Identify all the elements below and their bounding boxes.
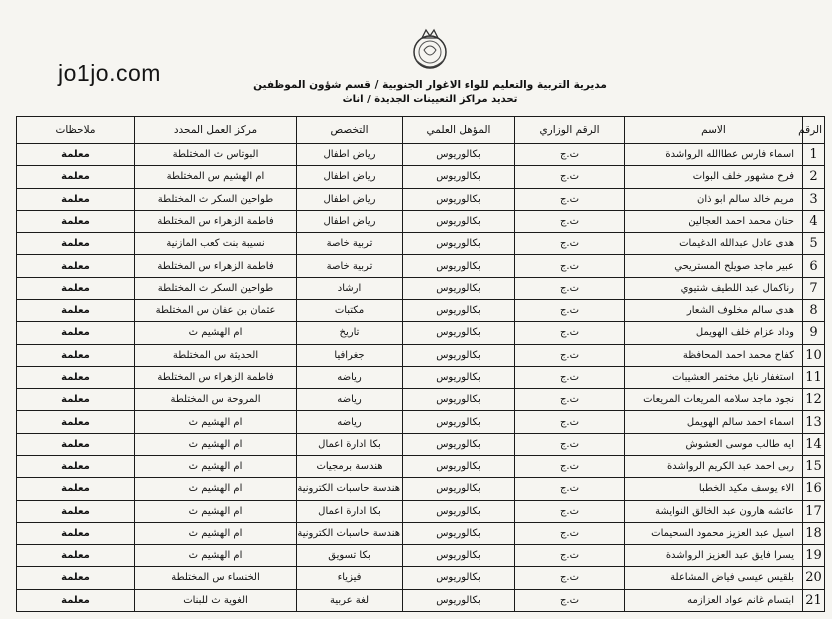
row-specialty: هندسة برمجيات bbox=[297, 455, 403, 477]
row-number: 19 bbox=[803, 545, 825, 567]
table-row bbox=[17, 589, 825, 611]
row-workplace: فاطمة الزهراء س المختلطة bbox=[135, 255, 297, 277]
row-qualification: بكالوريوس bbox=[403, 455, 515, 477]
row-specialty: لغة عربية bbox=[297, 589, 403, 611]
row-workplace: طواحين السكر ث المختلطة bbox=[135, 188, 297, 210]
table-row bbox=[17, 411, 825, 433]
row-notes: معلمة bbox=[17, 344, 135, 366]
row-qualification: بكالوريوس bbox=[403, 589, 515, 611]
table-row bbox=[17, 144, 825, 166]
row-name: وداد عزام خلف الهويمل bbox=[625, 322, 803, 344]
row-number: 5 bbox=[803, 233, 825, 255]
row-specialty: بكا ادارة اعمال bbox=[297, 433, 403, 455]
row-number: 14 bbox=[803, 433, 825, 455]
row-qualification: بكالوريوس bbox=[403, 255, 515, 277]
table-row bbox=[17, 299, 825, 321]
row-number: 4 bbox=[803, 210, 825, 232]
row-number: 9 bbox=[803, 322, 825, 344]
row-qualification: بكالوريوس bbox=[403, 389, 515, 411]
row-workplace: عثمان بن عفان س المختلطة bbox=[135, 299, 297, 321]
row-notes: معلمة bbox=[17, 366, 135, 388]
row-notes: معلمة bbox=[17, 322, 135, 344]
row-name: فرح مشهور خلف البوات bbox=[625, 166, 803, 188]
row-specialty: رياض اطفال bbox=[297, 210, 403, 232]
row-ministry-number: ت.ج bbox=[515, 322, 625, 344]
row-qualification: بكالوريوس bbox=[403, 277, 515, 299]
row-name: رناكمال عبد اللطيف شتيوي bbox=[625, 277, 803, 299]
row-specialty: رياضه bbox=[297, 366, 403, 388]
row-ministry-number: ت.ج bbox=[515, 567, 625, 589]
row-specialty: ارشاد bbox=[297, 277, 403, 299]
row-notes: معلمة bbox=[17, 144, 135, 166]
row-ministry-number: ت.ج bbox=[515, 144, 625, 166]
row-notes: معلمة bbox=[17, 589, 135, 611]
row-workplace: ام الهشيم ث bbox=[135, 478, 297, 500]
header-num: الرقم bbox=[803, 117, 825, 144]
row-name: بلقيس عيسى فياض المشاعلة bbox=[625, 567, 803, 589]
table-row bbox=[17, 255, 825, 277]
row-qualification: بكالوريوس bbox=[403, 500, 515, 522]
row-ministry-number: ت.ج bbox=[515, 188, 625, 210]
appointments-table bbox=[16, 116, 825, 612]
row-specialty: رياض اطفال bbox=[297, 144, 403, 166]
row-specialty: تربية خاصة bbox=[297, 255, 403, 277]
row-specialty: رياضه bbox=[297, 389, 403, 411]
row-ministry-number: ت.ج bbox=[515, 545, 625, 567]
row-ministry-number: ت.ج bbox=[515, 589, 625, 611]
row-name: كفاح محمد احمد المحافظة bbox=[625, 344, 803, 366]
table-row bbox=[17, 366, 825, 388]
heading-directorate: مديرية التربية والتعليم للواء الاغوار الجنوبية / قسم شؤون الموظفين bbox=[253, 79, 607, 91]
row-qualification: بكالوريوس bbox=[403, 545, 515, 567]
row-specialty: هندسة حاسبات الكترونية bbox=[297, 522, 403, 544]
row-notes: معلمة bbox=[17, 188, 135, 210]
row-workplace: الغوية ث للبنات bbox=[135, 589, 297, 611]
row-specialty: بكا ادارة اعمال bbox=[297, 500, 403, 522]
row-number: 21 bbox=[803, 589, 825, 611]
row-notes: معلمة bbox=[17, 545, 135, 567]
heading-subtitle: تحديد مراكز التعيينات الجديدة / اناث bbox=[342, 94, 518, 105]
header-ministry-number: الرقم الوزاري bbox=[515, 117, 625, 144]
row-name: اسماء فارس عطاالله الرواشدة bbox=[625, 144, 803, 166]
table-row bbox=[17, 166, 825, 188]
row-number: 6 bbox=[803, 255, 825, 277]
row-qualification: بكالوريوس bbox=[403, 322, 515, 344]
row-specialty: فيزياء bbox=[297, 567, 403, 589]
row-workplace: البوتاس ث المختلطة bbox=[135, 144, 297, 166]
row-name: يسرا فايق عبد العزيز الرواشدة bbox=[625, 545, 803, 567]
row-ministry-number: ت.ج bbox=[515, 433, 625, 455]
row-ministry-number: ت.ج bbox=[515, 210, 625, 232]
row-name: اسيل عبد العزيز محمود السحيمات bbox=[625, 522, 803, 544]
row-number: 13 bbox=[803, 411, 825, 433]
row-notes: معلمة bbox=[17, 255, 135, 277]
header-notes: ملاحظات bbox=[17, 117, 135, 144]
row-workplace: ام الهشيم س المختلطة bbox=[135, 166, 297, 188]
row-notes: معلمة bbox=[17, 299, 135, 321]
row-notes: معلمة bbox=[17, 478, 135, 500]
row-number: 2 bbox=[803, 166, 825, 188]
row-number: 18 bbox=[803, 522, 825, 544]
row-workplace: ام الهشيم ث bbox=[135, 455, 297, 477]
row-name: عائشه هارون عبد الخالق النوايشة bbox=[625, 500, 803, 522]
coat-of-arms-emblem bbox=[404, 24, 456, 76]
row-notes: معلمة bbox=[17, 166, 135, 188]
row-qualification: بكالوريوس bbox=[403, 433, 515, 455]
row-workplace: الحديثة س المختلطة bbox=[135, 344, 297, 366]
row-name: ايه طالب موسى العشوش bbox=[625, 433, 803, 455]
row-name: الاء يوسف مكيد الخطبا bbox=[625, 478, 803, 500]
row-workplace: ام الهشيم ث bbox=[135, 545, 297, 567]
row-ministry-number: ت.ج bbox=[515, 522, 625, 544]
row-ministry-number: ت.ج bbox=[515, 344, 625, 366]
row-number: 7 bbox=[803, 277, 825, 299]
row-number: 1 bbox=[803, 144, 825, 166]
row-workplace: طواحين السكر ث المختلطة bbox=[135, 277, 297, 299]
row-qualification: بكالوريوس bbox=[403, 478, 515, 500]
header-workplace: مركز العمل المحدد bbox=[135, 117, 297, 144]
row-number: 11 bbox=[803, 366, 825, 388]
row-notes: معلمة bbox=[17, 233, 135, 255]
row-qualification: بكالوريوس bbox=[403, 299, 515, 321]
table-row bbox=[17, 233, 825, 255]
row-qualification: بكالوريوس bbox=[403, 188, 515, 210]
row-workplace: ام الهشيم ث bbox=[135, 433, 297, 455]
row-specialty: تربية خاصة bbox=[297, 233, 403, 255]
site-watermark: jo1jo.com bbox=[58, 60, 161, 86]
row-ministry-number: ت.ج bbox=[515, 366, 625, 388]
row-workplace: الخنساء س المختلطة bbox=[135, 567, 297, 589]
row-qualification: بكالوريوس bbox=[403, 144, 515, 166]
row-notes: معلمة bbox=[17, 567, 135, 589]
row-specialty: رياضه bbox=[297, 411, 403, 433]
table-row bbox=[17, 478, 825, 500]
header-specialty: التخصص bbox=[297, 117, 403, 144]
row-notes: معلمة bbox=[17, 210, 135, 232]
row-workplace: فاطمة الزهراء س المختلطة bbox=[135, 210, 297, 232]
row-ministry-number: ت.ج bbox=[515, 500, 625, 522]
row-name: نجود ماجد سلامه المريعات المريعات bbox=[625, 389, 803, 411]
row-name: ربى احمد عبد الكريم الرواشدة bbox=[625, 455, 803, 477]
row-number: 12 bbox=[803, 389, 825, 411]
table-row bbox=[17, 455, 825, 477]
row-qualification: بكالوريوس bbox=[403, 210, 515, 232]
row-workplace: ام الهشيم ث bbox=[135, 500, 297, 522]
row-notes: معلمة bbox=[17, 455, 135, 477]
row-specialty: بكا تسويق bbox=[297, 545, 403, 567]
table-row bbox=[17, 567, 825, 589]
table-row bbox=[17, 389, 825, 411]
row-name: مريم خالد سالم ابو ذان bbox=[625, 188, 803, 210]
row-notes: معلمة bbox=[17, 433, 135, 455]
row-workplace: ام الهشيم ث bbox=[135, 322, 297, 344]
row-specialty: مكتبات bbox=[297, 299, 403, 321]
row-ministry-number: ت.ج bbox=[515, 411, 625, 433]
row-specialty: رياض اطفال bbox=[297, 188, 403, 210]
table-row bbox=[17, 210, 825, 232]
row-qualification: بكالوريوس bbox=[403, 344, 515, 366]
table-row bbox=[17, 344, 825, 366]
row-specialty: هندسة حاسبات الكترونية bbox=[297, 478, 403, 500]
table-row bbox=[17, 433, 825, 455]
row-notes: معلمة bbox=[17, 500, 135, 522]
row-specialty: جغرافيا bbox=[297, 344, 403, 366]
row-name: اسماء احمد سالم الهويمل bbox=[625, 411, 803, 433]
row-number: 17 bbox=[803, 500, 825, 522]
row-number: 20 bbox=[803, 567, 825, 589]
document-heading bbox=[150, 78, 710, 107]
row-ministry-number: ت.ج bbox=[515, 389, 625, 411]
row-name: حنان محمد احمد العجالين bbox=[625, 210, 803, 232]
table-row bbox=[17, 522, 825, 544]
row-notes: معلمة bbox=[17, 522, 135, 544]
row-number: 3 bbox=[803, 188, 825, 210]
table-row bbox=[17, 322, 825, 344]
row-number: 8 bbox=[803, 299, 825, 321]
row-specialty: تاريخ bbox=[297, 322, 403, 344]
row-ministry-number: ت.ج bbox=[515, 455, 625, 477]
row-qualification: بكالوريوس bbox=[403, 411, 515, 433]
row-workplace: فاطمة الزهراء س المختلطة bbox=[135, 366, 297, 388]
row-number: 10 bbox=[803, 344, 825, 366]
header-name: الاسم bbox=[625, 117, 803, 144]
row-notes: معلمة bbox=[17, 277, 135, 299]
row-name: ابتسام غانم عواد العزازمه bbox=[625, 589, 803, 611]
row-workplace: المروحة س المختلطة bbox=[135, 389, 297, 411]
row-ministry-number: ت.ج bbox=[515, 166, 625, 188]
table-header-row bbox=[17, 117, 825, 144]
table-row bbox=[17, 277, 825, 299]
row-ministry-number: ت.ج bbox=[515, 299, 625, 321]
header-qualification: المؤهل العلمي bbox=[403, 117, 515, 144]
row-qualification: بكالوريوس bbox=[403, 567, 515, 589]
row-workplace: نسيبة بنت كعب المازنية bbox=[135, 233, 297, 255]
row-name: استغفار نايل مختمر العشيبات bbox=[625, 366, 803, 388]
table-row bbox=[17, 188, 825, 210]
row-notes: معلمة bbox=[17, 389, 135, 411]
row-specialty: رياض اطفال bbox=[297, 166, 403, 188]
row-notes: معلمة bbox=[17, 411, 135, 433]
row-ministry-number: ت.ج bbox=[515, 255, 625, 277]
table-row bbox=[17, 545, 825, 567]
row-ministry-number: ت.ج bbox=[515, 277, 625, 299]
row-name: عبير ماجد صويلح المستريحي bbox=[625, 255, 803, 277]
row-workplace: ام الهشيم ث bbox=[135, 411, 297, 433]
row-name: هدى سالم مخلوف الشعار bbox=[625, 299, 803, 321]
row-qualification: بكالوريوس bbox=[403, 366, 515, 388]
row-workplace: ام الهشيم ث bbox=[135, 522, 297, 544]
row-number: 15 bbox=[803, 455, 825, 477]
row-qualification: بكالوريوس bbox=[403, 522, 515, 544]
row-ministry-number: ت.ج bbox=[515, 478, 625, 500]
row-ministry-number: ت.ج bbox=[515, 233, 625, 255]
table-row bbox=[17, 500, 825, 522]
row-qualification: بكالوريوس bbox=[403, 233, 515, 255]
row-qualification: بكالوريوس bbox=[403, 166, 515, 188]
row-name: هدى عادل عبدالله الدغيمات bbox=[625, 233, 803, 255]
row-number: 16 bbox=[803, 478, 825, 500]
